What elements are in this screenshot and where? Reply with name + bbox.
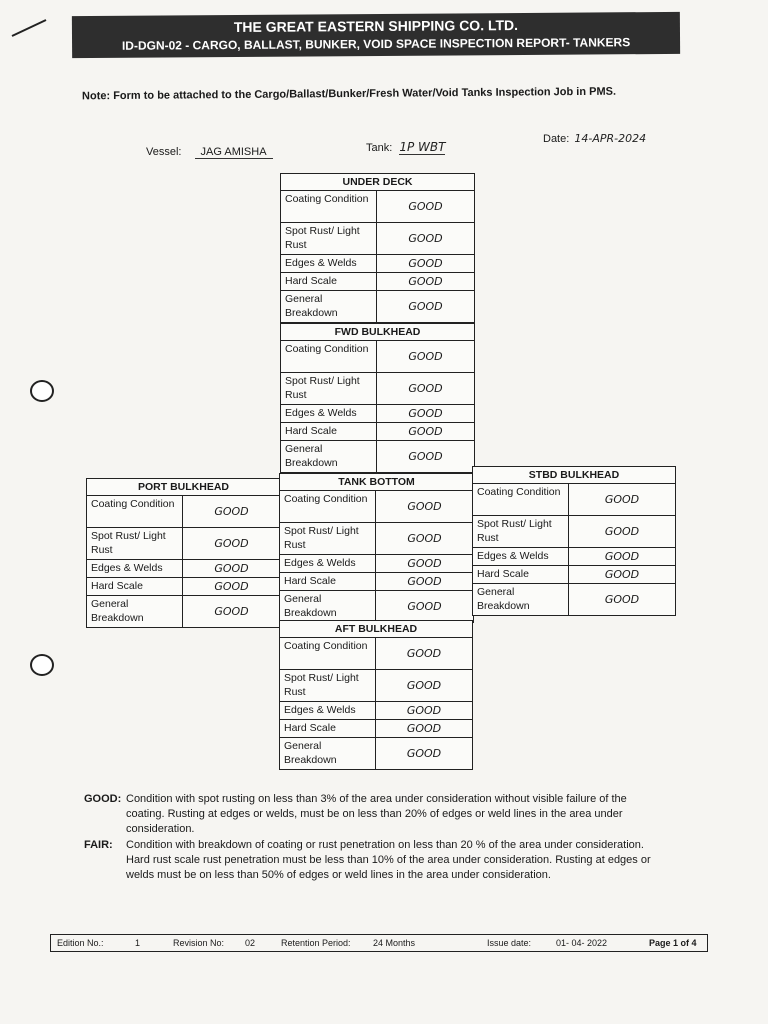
good-text: Condition with spot rusting on less than 3% of the area under consideration without visible failure of the coating. Rusting at edges or welds, must be on less than 20% of edges or weld lines in the area under consideration. bbox=[126, 793, 627, 835]
inspection-item-label: General Breakdown bbox=[280, 591, 376, 622]
inspection-rating: GOOD bbox=[408, 275, 443, 288]
report-title: ID-DGN-02 - CARGO, BALLAST, BUNKER, VOID SPACE INSPECTION REPORT- TANKERS bbox=[121, 35, 631, 53]
inspection-rating: GOOD bbox=[214, 562, 249, 575]
inspection-item-label: Spot Rust/ Light Rust bbox=[473, 516, 569, 547]
fair-text: Condition with breakdown of coating or rust penetration on less than 20 % of the area under consideration. Hard rust scale rust penetration must be less than 10% of the area under consideration. Rusting at edges or welds must be on less than 50% of edges or weld lines in the area under consideration. bbox=[126, 839, 651, 881]
inspection-row bbox=[473, 516, 675, 548]
inspection-row bbox=[280, 702, 472, 720]
good-label: GOOD: bbox=[84, 793, 122, 805]
inspection-row bbox=[87, 496, 280, 528]
inspection-rating: GOOD bbox=[406, 722, 442, 735]
inspection-rating: GOOD bbox=[408, 232, 443, 245]
inspection-rating: GOOD bbox=[407, 575, 442, 588]
revision-label: Revision No: bbox=[173, 938, 225, 948]
company-name: THE GREAT EASTERN SHIPPING CO. LTD. bbox=[233, 17, 519, 35]
inspection-item-label: Edges & Welds bbox=[281, 255, 377, 272]
inspection-rating: GOOD bbox=[604, 568, 640, 581]
inspection-row bbox=[473, 548, 675, 566]
inspection-rating: GOOD bbox=[604, 525, 640, 538]
inspection-rating: GOOD bbox=[214, 580, 249, 593]
title-banner bbox=[72, 12, 680, 58]
inspection-item-label: Coating Condition bbox=[281, 341, 377, 372]
good-definition bbox=[84, 792, 666, 837]
issue-label: Issue date: bbox=[487, 938, 532, 948]
inspection-row bbox=[280, 738, 472, 769]
inspection-row bbox=[281, 223, 474, 255]
issue-value: 01- 04- 2022 bbox=[556, 938, 608, 948]
fair-definition bbox=[84, 838, 666, 883]
aft-bulkhead-table bbox=[279, 620, 473, 770]
inspection-rating: GOOD bbox=[406, 679, 442, 692]
retention-value: 24 Months bbox=[373, 938, 416, 948]
revision-value: 02 bbox=[245, 938, 256, 948]
inspection-item-label: Hard Scale bbox=[473, 566, 569, 583]
inspection-row bbox=[281, 341, 474, 373]
inspection-row bbox=[87, 596, 280, 627]
inspection-item-label: Hard Scale bbox=[280, 573, 376, 590]
inspection-item-label: General Breakdown bbox=[87, 596, 183, 627]
stbd-bulkhead-table bbox=[472, 466, 676, 616]
inspection-row bbox=[281, 441, 474, 472]
retention-label: Retention Period: bbox=[281, 938, 351, 948]
tank-field bbox=[366, 140, 445, 155]
inspection-item-label: Coating Condition bbox=[87, 496, 183, 527]
inspection-row bbox=[281, 291, 474, 322]
inspection-row bbox=[281, 191, 474, 223]
inspection-rating: GOOD bbox=[408, 200, 443, 213]
inspection-row bbox=[473, 484, 675, 516]
fair-label: FAIR: bbox=[84, 839, 113, 851]
inspection-item-label: Edges & Welds bbox=[87, 560, 183, 577]
inspection-item-label: General Breakdown bbox=[281, 291, 377, 322]
page-number: Page 1 of 4 bbox=[649, 938, 697, 948]
inspection-rating: GOOD bbox=[604, 493, 640, 506]
inspection-rating: GOOD bbox=[408, 382, 443, 395]
inspection-rating: GOOD bbox=[214, 537, 249, 550]
inspection-item-label: Coating Condition bbox=[280, 638, 376, 669]
inspection-row bbox=[280, 491, 473, 523]
inspection-rating: GOOD bbox=[408, 450, 443, 463]
inspection-item-label: Hard Scale bbox=[87, 578, 183, 595]
port-bulkhead-table bbox=[86, 478, 281, 628]
vessel-field bbox=[146, 146, 273, 159]
inspection-rating: GOOD bbox=[407, 500, 442, 513]
inspection-row bbox=[280, 638, 472, 670]
edition-label: Edition No.: bbox=[57, 938, 104, 948]
inspection-rating: GOOD bbox=[604, 593, 640, 606]
section-title: FWD BULKHEAD bbox=[281, 324, 474, 341]
inspection-rating: GOOD bbox=[407, 557, 442, 570]
section-title: PORT BULKHEAD bbox=[87, 479, 280, 496]
inspection-item-label: Coating Condition bbox=[280, 491, 376, 522]
form-note: Note: Form to be attached to the Cargo/Ballast/Bunker/Fresh Water/Void Tanks Inspection Job in PMS. bbox=[81, 85, 617, 103]
date-label: Date: bbox=[543, 133, 570, 145]
inspection-row bbox=[281, 405, 474, 423]
inspection-item-label: General Breakdown bbox=[280, 738, 376, 769]
inspection-item-label: Spot Rust/ Light Rust bbox=[281, 223, 377, 254]
inspection-item-label: General Breakdown bbox=[473, 584, 569, 615]
inspection-item-label: Coating Condition bbox=[281, 191, 377, 222]
inspection-row bbox=[473, 584, 675, 615]
inspection-rating: GOOD bbox=[406, 647, 442, 660]
inspection-row bbox=[87, 528, 280, 560]
punch-hole-top bbox=[30, 380, 54, 402]
inspection-row bbox=[87, 560, 280, 578]
inspection-row bbox=[281, 423, 474, 441]
inspection-item-label: Edges & Welds bbox=[280, 702, 376, 719]
inspection-item-label: Edges & Welds bbox=[280, 555, 376, 572]
edition-value: 1 bbox=[135, 938, 141, 948]
inspection-row bbox=[281, 273, 474, 291]
inspection-rating: GOOD bbox=[408, 300, 443, 313]
under-deck-table bbox=[280, 173, 475, 323]
inspection-rating: GOOD bbox=[407, 600, 442, 613]
tank-label: Tank: bbox=[366, 142, 393, 154]
inspection-row bbox=[280, 720, 472, 738]
inspection-rating: GOOD bbox=[214, 605, 249, 618]
pen-mark bbox=[10, 16, 50, 40]
inspection-item-label: Spot Rust/ Light Rust bbox=[280, 523, 376, 554]
section-title: TANK BOTTOM bbox=[280, 474, 473, 491]
inspection-rating: GOOD bbox=[408, 425, 443, 438]
inspection-item-label: General Breakdown bbox=[281, 441, 377, 472]
inspection-row bbox=[280, 573, 473, 591]
section-title: UNDER DECK bbox=[281, 174, 474, 191]
punch-hole-bottom bbox=[30, 654, 54, 676]
date-value: 14-APR-2024 bbox=[574, 132, 647, 145]
inspection-row bbox=[280, 591, 473, 622]
inspection-item-label: Spot Rust/ Light Rust bbox=[87, 528, 183, 559]
inspection-rating: GOOD bbox=[408, 257, 443, 270]
section-title: STBD BULKHEAD bbox=[473, 467, 675, 484]
document-footer bbox=[50, 934, 708, 952]
inspection-item-label: Spot Rust/ Light Rust bbox=[280, 670, 376, 701]
inspection-row bbox=[280, 670, 472, 702]
inspection-row bbox=[281, 373, 474, 405]
inspection-item-label: Coating Condition bbox=[473, 484, 569, 515]
tank-bottom-table bbox=[279, 473, 474, 623]
tank-value: 1P WBT bbox=[399, 140, 446, 154]
inspection-row bbox=[281, 255, 474, 273]
inspection-rating: GOOD bbox=[406, 747, 442, 760]
vessel-label: Vessel: bbox=[146, 146, 182, 158]
inspection-item-label: Spot Rust/ Light Rust bbox=[281, 373, 377, 404]
inspection-rating: GOOD bbox=[604, 550, 640, 563]
inspection-row bbox=[280, 523, 473, 555]
inspection-item-label: Hard Scale bbox=[281, 423, 377, 440]
inspection-rating: GOOD bbox=[408, 407, 443, 420]
inspection-item-label: Hard Scale bbox=[281, 273, 377, 290]
inspection-item-label: Edges & Welds bbox=[473, 548, 569, 565]
inspection-item-label: Hard Scale bbox=[280, 720, 376, 737]
inspection-row bbox=[280, 555, 473, 573]
inspection-row bbox=[473, 566, 675, 584]
inspection-rating: GOOD bbox=[407, 532, 442, 545]
inspection-row bbox=[87, 578, 280, 596]
inspection-rating: GOOD bbox=[214, 505, 249, 518]
inspection-item-label: Edges & Welds bbox=[281, 405, 377, 422]
fwd-bulkhead-table bbox=[280, 323, 475, 473]
inspection-rating: GOOD bbox=[408, 350, 443, 363]
vessel-value: JAG AMISHA bbox=[195, 146, 273, 159]
inspection-rating: GOOD bbox=[406, 704, 442, 717]
date-field bbox=[543, 132, 646, 145]
section-title: AFT BULKHEAD bbox=[280, 621, 472, 638]
